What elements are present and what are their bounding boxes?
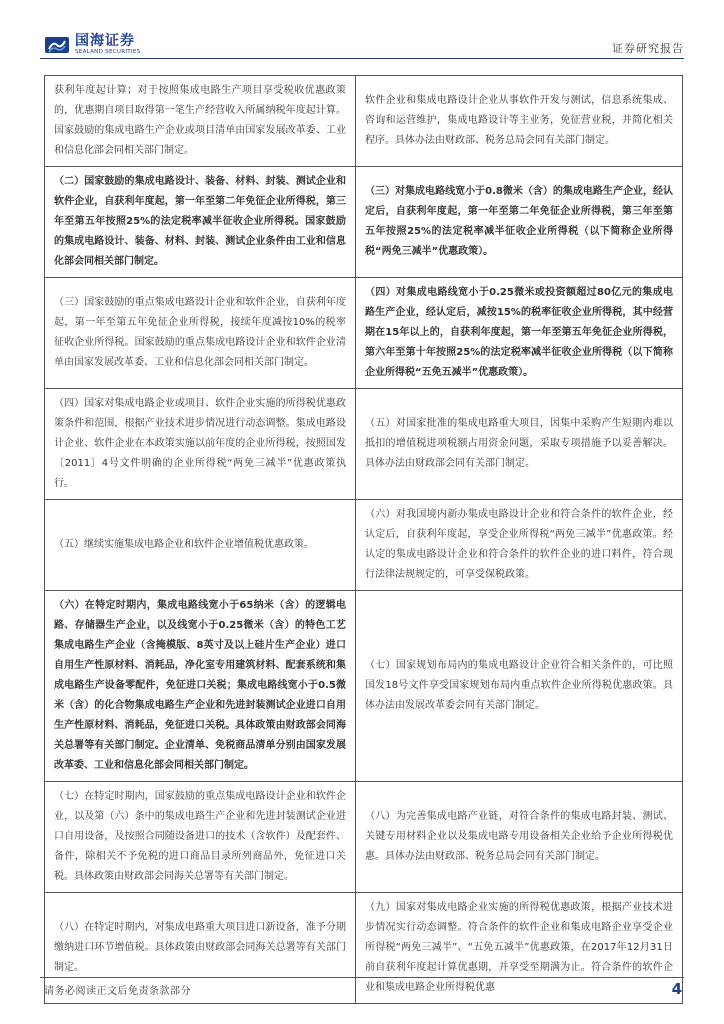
table-cell-left: （三）国家鼓励的重点集成电路设计企业和软件企业，自获利年度起，第一年至第五年免征企业所得税，接续年度减按10%的税率征收企业所得税。国家鼓励的重点集成电路设计企业和软件企业清单由国家发展改革委、工业和信息化部会同相关部门制定。 xyxy=(45,278,356,389)
table-cell-left: （七）在特定时期内，国家鼓励的重点集成电路设计企业和软件企业，以及第（六）条中的集成电路生产企业和先进封装测试企业进口自用设备，及按照合同随设备进口的技术（含软件）及配套件、备件，除相关不予免税的进口商品目录所列商品外，免征进口关税。具体政策由财政部会同海关总署等有关部门制定。 xyxy=(45,782,356,893)
table-cell-right: （六）对我国境内新办集成电路设计企业和符合条件的软件企业，经认定后，自获利年度起，享受企业所得税“两免三减半”优惠政策。经认定的集成电路设计企业和符合条件的软件企业的进口料件，符合现行法律法规规定的，可享受保税政策。 xyxy=(356,500,683,591)
logo-english-name: SEALAND SECURITIES xyxy=(75,49,141,55)
table-cell-left: 获利年度起计算；对于按照集成电路生产项目享受税收优惠政策的，优惠期自项目取得第一笔生产经营收入所属纳税年度起计算。国家鼓励的集成电路生产企业或项目清单由国家发展改革委、工业和信息化部会同相关部门制定。 xyxy=(45,76,356,167)
table-cell-left: （五）继续实施集成电路企业和软件企业增值税优惠政策。 xyxy=(45,500,356,591)
disclaimer-text: 请务必阅读正文后免责条款部分 xyxy=(44,986,191,997)
company-logo xyxy=(45,34,140,56)
table-cell-right: （九）国家对集成电路企业实施的所得税优惠政策，根据产业技术进步情况实行动态调整。符合条件的软件企业和集成电路企业享受企业所得税“两免三减半”、“五免五减半”优惠政策，在2017年12月31日前自获利年度起计算优惠期，并享受至期满为止。符合条件的软件企业和集成电路企业所得税优惠 xyxy=(356,893,683,1004)
table-row xyxy=(45,782,683,893)
page-header xyxy=(0,0,724,66)
table-row xyxy=(45,278,683,389)
sealand-logo-icon xyxy=(45,35,69,55)
table-cell-right: （四）对集成电路线宽小于0.25微米或投资额超过80亿元的集成电路生产企业，经认定后，减按15%的税率征收企业所得税，其中经营期在15年以上的，自获利年度起，第一年至第五年免征企业所得税，第六年至第十年按照25%的法定税率减半征收企业所得税（以下简称企业所得税“五免五减半”优惠政策）。 xyxy=(356,278,683,389)
table-row xyxy=(45,167,683,278)
table-cell-right: （七）国家规划布局内的集成电路设计企业符合相关条件的，可比照国发18号文件享受国家规划布局内重点软件企业所得税优惠政策。具体办法由发展改革委会同有关部门制定。 xyxy=(356,591,683,782)
table-cell-left: （四）国家对集成电路企业或项目、软件企业实施的所得税优惠政策条件和范围，根据产业技术进步情况进行动态调整。集成电路设计企业、软件企业在本政策实施以前年度的企业所得税，按照国发〔2011〕4号文件明确的企业所得税“两免三减半”优惠政策执行。 xyxy=(45,389,356,500)
page-number: 4 xyxy=(671,980,682,998)
table-cell-left: （六）在特定时期内，集成电路线宽小于65纳米（含）的逻辑电路、存储器生产企业，以及线宽小于0.25微米（含）的特色工艺集成电路生产企业（含掩模版、8英寸及以上硅片生产企业）进口自用生产性原材料、消耗品，净化室专用建筑材料、配套系统和集成电路生产设备零配件，免征进口关税；集成电路线宽小于0.5微米（含）的化合物集成电路生产企业和先进封装测试企业进口自用生产性原材料、消耗品，免征进口关税。具体政策由财政部会同海关总署等有关部门制定。企业清单、免税商品清单分别由国家发展改革委、工业和信息化部会同相关部门制定。 xyxy=(45,591,356,782)
table-row xyxy=(45,76,683,167)
table-cell-right: （三）对集成电路线宽小于0.8微米（含）的集成电路生产企业，经认定后，自获利年度起，第一年至第二年免征企业所得税，第三年至第五年按照25%的法定税率减半征收企业所得税（以下简称企业所得税“两免三减半”优惠政策）。 xyxy=(356,167,683,278)
table-cell-right: （八）为完善集成电路产业链，对符合条件的集成电路封装、测试、关键专用材料企业以及集成电路专用设备相关企业给予企业所得税优惠。具体办法由财政部、税务总局会同有关部门制定。 xyxy=(356,782,683,893)
policy-comparison-table xyxy=(44,75,683,1004)
table-cell-left: （二）国家鼓励的集成电路设计、装备、材料、封装、测试企业和软件企业，自获利年度起，第一年至第二年免征企业所得税，第三年至第五年按照25%的法定税率减半征收企业所得税。国家鼓励的集成电路设计、装备、材料、封装、测试企业条件由工业和信息化部会同相关部门制定。 xyxy=(45,167,356,278)
table-row xyxy=(45,389,683,500)
table-row xyxy=(45,591,683,782)
logo-chinese-name: 国海证券 xyxy=(75,33,135,49)
report-type-label: 证券研究报告 xyxy=(612,42,684,55)
table-cell-right: （五）对国家批准的集成电路重大项目，因集中采购产生短期内难以抵扣的增值税进项税额占用资金问题，采取专项措施予以妥善解决。具体办法由财政部会同有关部门制定。 xyxy=(356,389,683,500)
table-cell-left: （八）在特定时期内，对集成电路重大项目进口新设备，准予分期缴纳进口环节增值税。具体政策由财政部会同海关总署等有关部门制定。 xyxy=(45,893,356,1004)
footer-divider xyxy=(40,977,684,978)
table-cell-right: 软件企业和集成电路设计企业从事软件开发与测试，信息系统集成、咨询和运营维护，集成电路设计等主业务，免征营业税，并简化相关程序。具体办法由财政部、税务总局会同有关部门制定。 xyxy=(356,76,683,167)
table-row xyxy=(45,500,683,591)
header-divider xyxy=(40,58,684,59)
